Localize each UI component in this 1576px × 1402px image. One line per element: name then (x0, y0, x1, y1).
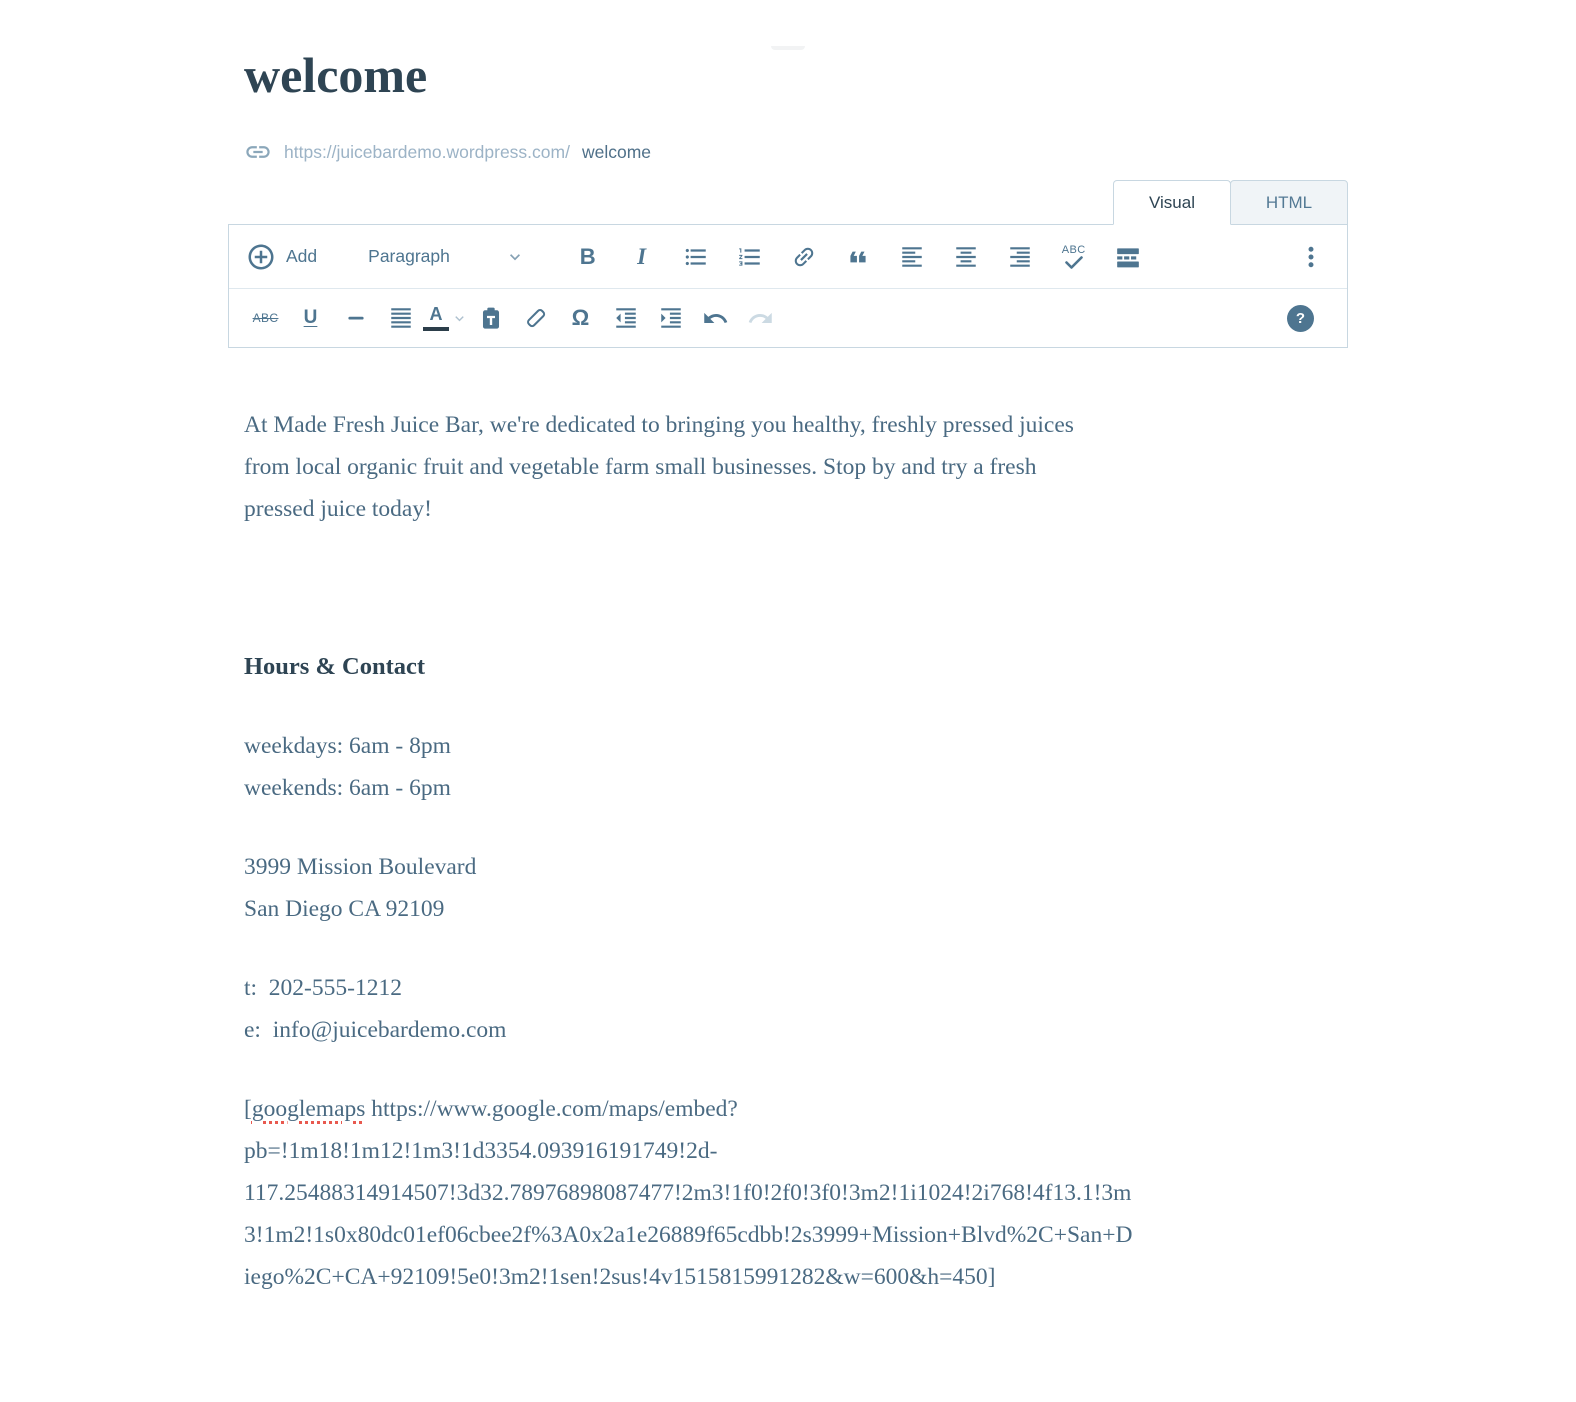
insert-link-button[interactable] (781, 225, 826, 288)
address-line: 3999 Mission Boulevard (244, 854, 477, 880)
shortcode-url-start: https://www.google.com/maps/embed? (365, 1096, 738, 1122)
align-center-icon (953, 244, 979, 270)
intro-line: from local organic fruit and vegetable farm small businesses. Stop by and try a fresh (244, 454, 1037, 480)
spellcheck-abc-glyph: ABC (1061, 243, 1086, 256)
address-paragraph (244, 846, 1332, 930)
outdent-button[interactable] (603, 289, 648, 347)
phone-line: t: 202-555-1212 (244, 975, 402, 1001)
strikethrough-glyph: ABC (252, 311, 279, 325)
strikethrough-button[interactable] (243, 289, 288, 347)
hours-line: weekdays: 6am - 8pm (244, 733, 451, 759)
add-label: Add (286, 246, 318, 266)
text-color-button[interactable] (423, 289, 468, 347)
read-more-button[interactable] (1105, 225, 1150, 288)
shortcode-line: pb=!1m18!1m12!1m3!1d3354.093916191749!2d- (244, 1138, 718, 1164)
redo-button[interactable] (738, 289, 783, 347)
horizontal-rule-button[interactable] (333, 289, 378, 347)
editor-container (228, 46, 1348, 1298)
help-icon: ? (1287, 305, 1314, 332)
shortcode-line: 3!1m2!1s0x80dc01ef06cbee2f%3A0x2a1e26889f65cdbb!2s3999+Mission+Blvd%2C+San+D (244, 1222, 1133, 1248)
align-left-icon (899, 244, 925, 270)
intro-paragraph (244, 404, 1332, 530)
plus-circle-icon (246, 242, 276, 272)
toolbar-row-1 (229, 225, 1347, 289)
indent-icon (658, 305, 684, 331)
permalink-row[interactable] (244, 138, 1348, 166)
justify-button[interactable] (378, 289, 423, 347)
chevron-down-icon (505, 247, 525, 267)
blockquote-icon (845, 244, 871, 270)
clear-formatting-button[interactable] (513, 289, 558, 347)
contact-paragraph (244, 967, 1332, 1051)
clipboard-text-icon (478, 305, 504, 331)
tab-visual[interactable]: Visual (1113, 180, 1231, 225)
add-block-button[interactable] (229, 225, 344, 288)
formatting-toolbar (228, 224, 1348, 348)
email-line: e: info@juicebardemo.com (244, 1017, 507, 1043)
horizontal-rule-icon (343, 305, 369, 331)
chevron-down-icon (451, 310, 468, 327)
text-color-glyph: A (429, 304, 443, 324)
special-character-button[interactable] (558, 289, 603, 347)
editor-mode-tabs (228, 180, 1348, 224)
text-color-swatch (423, 327, 449, 331)
permalink-base: https://juicebardemo.wordpress.com/ (284, 141, 570, 162)
undo-button[interactable] (693, 289, 738, 347)
block-style-value: Paragraph (368, 246, 450, 266)
redo-arrow-icon (747, 305, 774, 332)
align-justify-icon (388, 305, 414, 331)
intro-line: pressed juice today! (244, 496, 432, 522)
numbered-list-icon (737, 244, 763, 270)
hours-line: weekends: 6am - 6pm (244, 775, 451, 801)
bulleted-list-button[interactable] (673, 225, 718, 288)
blockquote-button[interactable] (835, 225, 880, 288)
undo-arrow-icon (702, 305, 729, 332)
hours-contact-heading: Hours & Contact (244, 653, 426, 680)
italic-glyph: I (637, 243, 647, 269)
bold-glyph: B (579, 243, 596, 269)
tab-html[interactable]: HTML (1230, 180, 1348, 225)
outdent-icon (613, 305, 639, 331)
underline-glyph: U (303, 307, 318, 328)
hours-paragraph (244, 725, 1332, 809)
editor-content-area[interactable] (228, 404, 1348, 1298)
toolbar-row-2 (229, 289, 1347, 347)
align-center-button[interactable] (943, 225, 988, 288)
checkmark-icon (1064, 256, 1084, 270)
omega-glyph: Ω (571, 305, 590, 330)
numbered-list-button[interactable] (727, 225, 772, 288)
toolbar-button-group-1 (565, 225, 1150, 288)
read-more-icon (1115, 244, 1141, 270)
paste-as-text-button[interactable] (468, 289, 513, 347)
eraser-icon (523, 305, 549, 331)
googlemaps-shortcode-paragraph (244, 1088, 1332, 1298)
shortcode-tag-misspelled: googlemaps (251, 1096, 366, 1122)
align-right-button[interactable] (997, 225, 1042, 288)
ellipsis-vertical-icon (1298, 244, 1324, 270)
bold-button[interactable] (565, 225, 610, 288)
align-left-button[interactable] (889, 225, 934, 288)
shortcode-line: 117.25488314914507!3d32.78976898087477!2m3!1f0!2f0!3f0!3m2!1i1024!2i768!4f13.1!3m (244, 1180, 1132, 1206)
underline-button[interactable] (288, 289, 333, 347)
more-options-button[interactable] (1288, 225, 1333, 288)
page-title-input[interactable]: welcome (244, 47, 428, 103)
bulleted-list-icon (683, 244, 709, 270)
align-right-icon (1007, 244, 1033, 270)
shortcode-open-bracket: [ (244, 1096, 252, 1122)
empty-paragraph (244, 567, 1332, 609)
permalink-slug[interactable]: welcome (581, 141, 652, 162)
indent-button[interactable] (648, 289, 693, 347)
intro-line: At Made Fresh Juice Bar, we're dedicated to bringing you healthy, freshly pressed juices (244, 412, 1074, 438)
help-button[interactable] (1278, 289, 1323, 347)
link-icon (244, 138, 272, 166)
italic-button[interactable] (619, 225, 664, 288)
address-line: San Diego CA 92109 (244, 896, 445, 922)
shortcode-line: iego%2C+CA+92109!5e0!3m2!1sen!2sus!4v1515815991282&w=600&h=450] (244, 1264, 996, 1290)
chain-link-icon (791, 244, 817, 270)
spellcheck-button[interactable] (1051, 225, 1096, 288)
block-style-dropdown[interactable] (344, 225, 549, 288)
shortcode-line (244, 1088, 1332, 1130)
